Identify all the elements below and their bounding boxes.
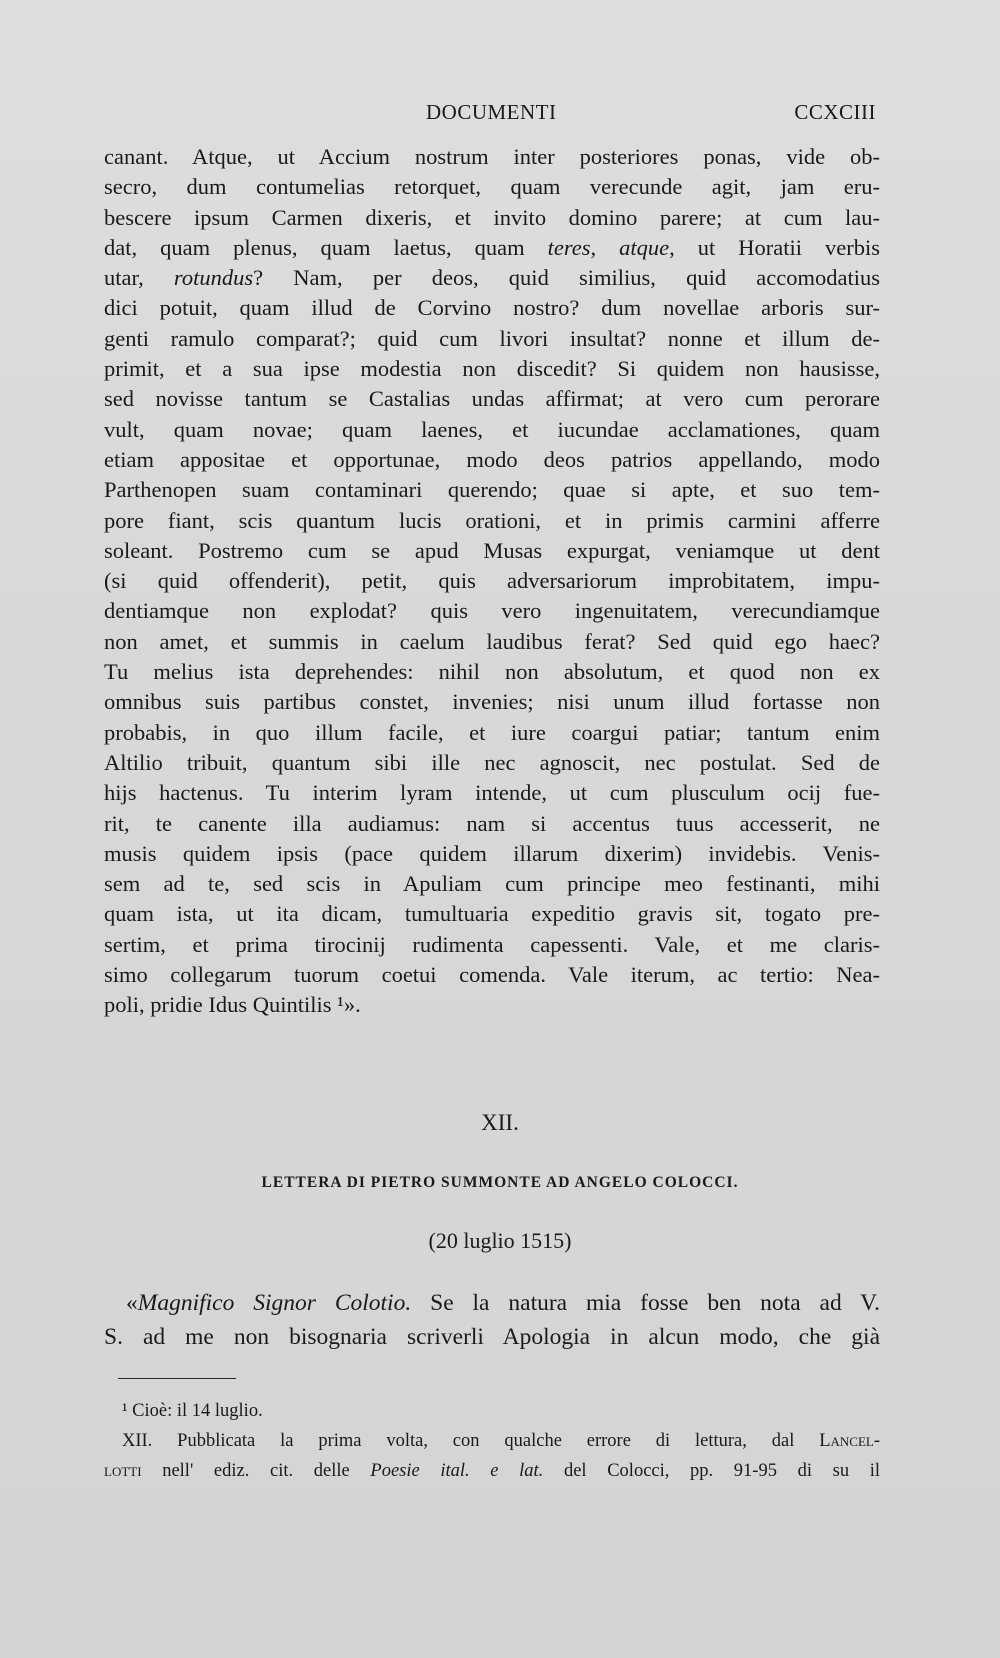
footnote-2-text-c: del Colocci, pp. 91-95 di su il	[563, 1461, 881, 1481]
body-line: omnibus suis partibus constet, invenies; nisi unum illud fortasse non	[104, 689, 880, 715]
body-line: dat, quam plenus, quam laetus, quam teres, atque, ut Horatii verbis	[104, 234, 880, 260]
body-line: simo collegarum tuorum coetui comenda. Vale iterum, ac tertio: Nea-	[104, 962, 880, 988]
opening-quote: «	[126, 1290, 138, 1316]
footnote-2-title: Poesie ital. e lat.	[370, 1461, 544, 1481]
running-title: DOCUMENTI	[426, 100, 557, 124]
body-line: dici potuit, quam illud de Corvino nostro? dum novellae arboris sur-	[104, 295, 880, 321]
body-line: sertim, et prima tirocinij rudimenta capessenti. Vale, et me claris-	[104, 931, 880, 957]
body-text	[104, 142, 880, 1021]
footnote-2-line-1	[104, 1426, 880, 1456]
letter-opening	[104, 1286, 880, 1354]
body-line: Parthenopen suam contaminari querendo; quae si apte, et suo tem-	[104, 477, 880, 503]
letter-line-1	[104, 1286, 880, 1320]
body-line: soleant. Postremo cum se apud Musas expurgat, veniamque ut dent	[104, 537, 880, 563]
body-line: utar, rotundus? Nam, per deos, quid similius, quid accomodatius	[104, 265, 880, 291]
body-line: (si quid offenderit), petit, quis adversariorum improbitatem, impu-	[104, 568, 880, 594]
footnote-2-name-b: lotti	[104, 1461, 142, 1481]
body-line: quam ista, ut ita dicam, tumultuaria expeditio gravis sit, togato pre-	[104, 901, 880, 927]
section-number: XII.	[481, 1110, 519, 1135]
body-line: primit, et a sua ipse modestia non discedit? Si quidem non hausisse,	[104, 356, 880, 382]
footnote-separator	[118, 1378, 236, 1379]
footnote-2-text-a: Pubblicata la prima volta, con qualche errore di lettura, dal	[177, 1431, 795, 1451]
running-header	[106, 100, 876, 130]
footnote-2-line-2	[104, 1456, 880, 1486]
body-line: rit, te canente illa audiamus: nam si accentus tuus accesserit, ne	[104, 810, 880, 836]
section-title: LETTERA DI PIETRO SUMMONTE AD ANGELO COLOCCI.	[261, 1174, 739, 1191]
footnote-1	[104, 1396, 880, 1426]
footnote-1-marker: ¹	[122, 1401, 128, 1421]
body-line: sed novisse tantum se Castalias undas affirmat; at vero cum perorare	[104, 386, 880, 412]
letter-line-1-text: Se la natura mia fosse ben nota ad V.	[430, 1290, 881, 1316]
body-line: pore fiant, scis quantum lucis orationi, et in primis carmini afferre	[104, 507, 880, 533]
body-line: sem ad te, sed scis in Apuliam cum principe meo festinanti, mihi	[104, 871, 880, 897]
body-line: secro, dum contumelias retorquet, quam verecunde agit, jam eru-	[104, 174, 880, 200]
body-line: probabis, in quo illum facile, et iure coargui patiar; tantum enim	[104, 719, 880, 745]
footnotes	[104, 1396, 880, 1486]
body-line: etiam appositae et opportunae, modo deos patrios appellando, modo	[104, 446, 880, 472]
body-line: dentiamque non explodat? quis vero ingenuitatem, verecundiamque	[104, 598, 880, 624]
section-date: (20 luglio 1515)	[428, 1228, 572, 1253]
salutation: Magnifico Signor Colotio.	[137, 1290, 412, 1316]
footnote-1-text: Cioè: il 14 luglio.	[132, 1401, 263, 1421]
italic-word: teres	[547, 234, 591, 260]
body-line: hijs hactenus. Tu interim lyram intende, ut cum plusculum ocij fue-	[104, 780, 880, 806]
body-line: genti ramulo comparat?; quid cum livori insultat? nonne et illum de-	[104, 325, 880, 351]
italic-word: rotundus	[173, 265, 254, 291]
footnote-2-name-a: Lancel-	[819, 1431, 881, 1451]
body-line: bescere ipsum Carmen dixeris, et invito domino parere; at cum lau-	[104, 204, 880, 230]
body-line: Altilio tribuit, quantum sibi ille nec agnoscit, nec postulat. Sed de	[104, 749, 880, 775]
body-line: musis quidem ipsis (pace quidem illarum dixerim) invidebis. Venis-	[104, 840, 880, 866]
body-line: poli, pridie Idus Quintilis ¹».	[104, 992, 361, 1018]
body-line: non amet, et summis in caelum laudibus ferat? Sed quid ego haec?	[104, 628, 880, 654]
page-number: CCXCIII	[794, 100, 876, 124]
footnote-2-text-b: nell' ediz. cit. delle	[162, 1461, 350, 1481]
italic-word: atque	[619, 234, 670, 260]
body-line: vult, quam novae; quam laenes, et iucundae acclamationes, quam	[104, 416, 880, 442]
letter-line-2: S. ad me non bisognaria scriverli Apologia in alcun modo, che già	[104, 1324, 880, 1350]
body-line: canant. Atque, ut Accium nostrum inter posteriores ponas, vide ob-	[104, 144, 880, 169]
body-line: Tu melius ista deprehendes: nihil non absolutum, et quod non ex	[104, 659, 880, 685]
footnote-2-label: XII.	[122, 1431, 153, 1451]
